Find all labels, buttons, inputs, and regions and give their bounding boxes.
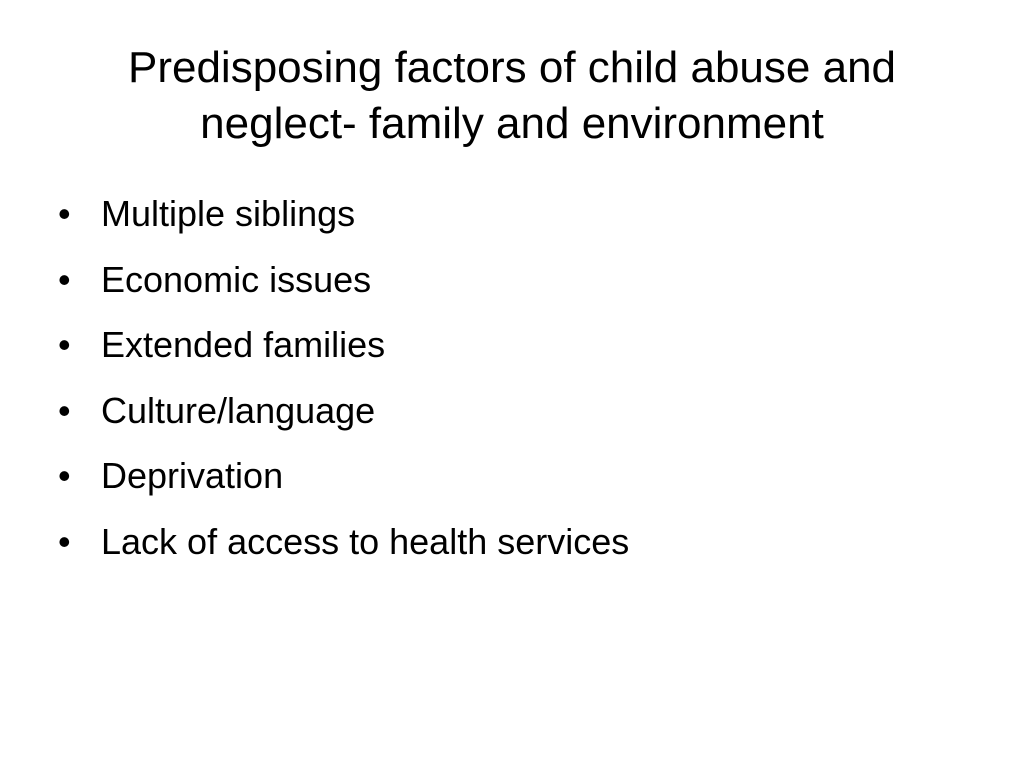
bullet-dot-icon: • [58, 389, 71, 431]
bullet-text: Lack of access to health services [101, 520, 630, 562]
bullet-item-extended-families [58, 314, 978, 380]
slide-title-line-2: neglect- family and environment [200, 99, 824, 148]
bullet-dot-icon: • [58, 258, 71, 300]
bullet-text: Deprivation [101, 455, 284, 496]
bullet-dot-icon: • [58, 193, 71, 234]
bullet-dot-icon: • [58, 324, 71, 365]
bullet-dot-icon: • [58, 455, 71, 496]
bullet-text: Extended families [101, 324, 386, 365]
bullet-item-deprivation [58, 445, 978, 511]
slide-title [40, 40, 984, 152]
bullet-item-health-services-access [58, 511, 978, 577]
slide-title-line-1: Predisposing factors of child abuse and [127, 43, 897, 92]
bullet-text: Culture/language [101, 389, 376, 431]
bullet-dot-icon: • [58, 520, 71, 562]
bullet-text: Economic issues [101, 258, 372, 300]
bullet-text: Multiple siblings [101, 193, 356, 234]
bullet-list [58, 183, 978, 576]
bullet-item-economic-issues [58, 249, 978, 315]
bullet-item-multiple-siblings [58, 183, 978, 249]
bullet-item-culture-language [58, 380, 978, 446]
